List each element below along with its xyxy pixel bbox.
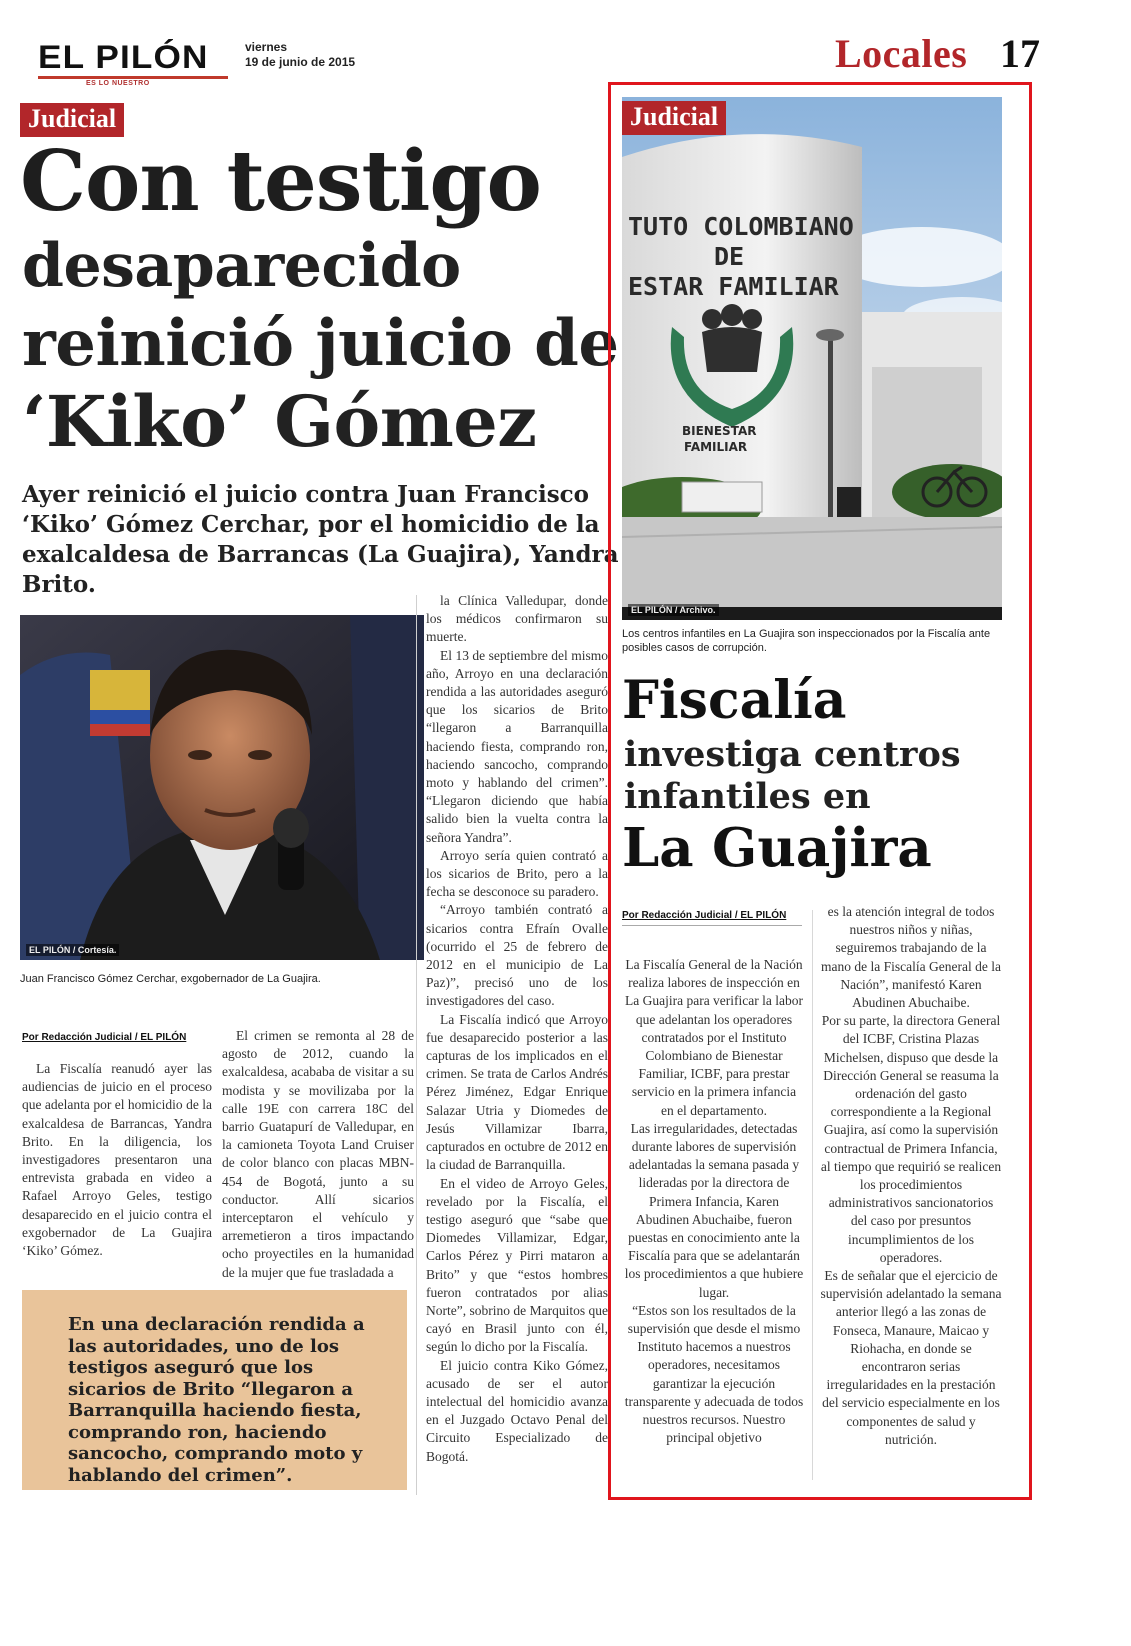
section-name: Locales bbox=[835, 31, 968, 76]
deck-left: Ayer reinició el juicio contra Juan Francisco ‘Kiko’ Gómez Cerchar, por el homicidio de la exalcaldesa de Barrancas (La Guajira), Yandra Brito. bbox=[22, 481, 619, 598]
paragraph: La Fiscalía reanudó ayer las audiencias de juicio en el proceso que adelanta por el homicidio de la exalcaldesa de Barrancas, Yandra Brito. En la diligencia, los investigadores presentaron una entrevista grabada en video a Rafael Arroyo Geles, testigo desaparecido en el juicio contra el exgobernador de La Guajira ‘Kiko’ Gómez. bbox=[22, 1061, 212, 1259]
body-column-3 bbox=[426, 592, 608, 1466]
paragraph: la Clínica Valledupar, donde los médicos confirmaron su muerte. bbox=[426, 593, 608, 645]
paragraph: Arroyo sería quien contrató a los sicarios de Brito, pero a la fecha se desconoce su paradero. bbox=[426, 847, 608, 900]
paragraph: El juicio contra Kiko Gómez, acusado de ser el autor intelectual del homicidio avanza en el Juzgado Octavo Penal del Circuito Especializado de Bogotá. bbox=[426, 1357, 608, 1464]
headline-right-line-4: La Guajira bbox=[622, 817, 932, 879]
photo-credit-right: EL PILÓN / Archivo. bbox=[628, 604, 719, 616]
byline-left: Por Redacción Judicial / EL PILÓN bbox=[22, 1032, 187, 1043]
paragraph: El crimen se remonta al 28 de agosto de 2012, cuando la exalcaldesa, acababa de visitar a su modista y se movilizaba por la calle 19E con carrera 18C del barrio Guatapurí de Valledupar, en la camioneta Toyota Land Cruiser de color blanco con placas MBN-454 de Bogotá, junto a su conductor. Allí sicarios interceptaron el vehículo y arremetieron a tiros impactando ocho proyectiles en la humanidad de la mujer que fue trasladada a bbox=[222, 1028, 414, 1280]
body-column-1 bbox=[22, 1060, 212, 1260]
page-number: 17 bbox=[1000, 31, 1040, 76]
paragraph: La Fiscalía General de la Nación realiza labores de inspección en La Guajira para verificar la labor que adelantan los operadores contratados por el Instituto Colombiano de Bienestar Familiar, ICBF, para prestar servicio en la primera infancia en el departamento. bbox=[624, 957, 804, 1118]
building-sign-line-3: ESTAR FAMILIAR bbox=[628, 272, 839, 301]
headline-left-line-4: ‘Kiko’ Gómez bbox=[22, 380, 537, 463]
weekday: viernes bbox=[245, 40, 288, 54]
building-illustration bbox=[622, 97, 1002, 620]
building-sign-line-2: DE bbox=[714, 242, 745, 271]
portrait-photo bbox=[20, 615, 424, 960]
portrait-illustration bbox=[20, 615, 424, 960]
paragraph: Las irregularidades, detectadas durante labores de supervisión adelantadas la semana pasada y lideradas por la directora de Primera Infancia, Karen Abudinen Abuchaibe, fueron puestas en conocimiento ante la Fiscalía para que se adelantarán los procedimientos a que hubiere lugar. bbox=[624, 1120, 804, 1300]
body-column-2 bbox=[222, 1027, 414, 1282]
body-column-right-2 bbox=[820, 903, 1002, 1449]
paragraph: El 13 de septiembre del mismo año, Arroyo en una declaración rendida a las autoridades aseguró que los sicarios de Brito “llegaron a Barranquilla haciendo fiesta, comprando ron, haciendo sancocho, comprando moto y hablando del crimen”. “Llegaron diciendo que había salido bien la vuelta contra la señora Yandra”. bbox=[426, 647, 608, 845]
date: 19 de junio de 2015 bbox=[245, 55, 356, 69]
logo-slogan: ES LO NUESTRO bbox=[86, 80, 150, 87]
photo-credit-left: EL PILÓN / Cortesía. bbox=[26, 944, 119, 956]
logo-text-line-1: BIENESTAR bbox=[682, 424, 757, 438]
pull-quote bbox=[22, 1290, 407, 1490]
headline-left-line-2: desaparecido bbox=[22, 231, 461, 301]
headline-right-line-2: investiga centros bbox=[624, 734, 961, 775]
pull-quote-text: En una declaración rendida a las autoridades, uno de los testigos aseguró que los sicarios de Brito “llegaron a Barranquilla haciendo fiesta, comprando ron, haciendo sancocho, comprando moto y hablando del crimen”. bbox=[68, 1314, 365, 1486]
photo-caption-right: Los centros infantiles en La Guajira son inspeccionados por la Fiscalía ante posibles casos de corrupción. bbox=[622, 628, 991, 654]
headline-left-line-1: Con testigo bbox=[20, 132, 541, 230]
column-divider-right bbox=[812, 910, 813, 1480]
photo-caption-left: Juan Francisco Gómez Cerchar, exgobernador de La Guajira. bbox=[20, 973, 321, 985]
paragraph: “Estos son los resultados de la supervisión que desde el mismo Instituto hacemos a nuestros operadores, necesitamos garantizar la ejecución transparente y adecuada de todos nuestros recursos. Nuestro principal objetivo bbox=[624, 1302, 804, 1446]
byline-right: Por Redacción Judicial / EL PILÓN bbox=[622, 910, 787, 921]
body-column-right-1 bbox=[624, 956, 804, 1447]
logo-text: EL PILÓN bbox=[38, 39, 209, 75]
section-tag-right: Judicial bbox=[622, 101, 726, 135]
dateline bbox=[245, 40, 355, 70]
paragraph: La Fiscalía indicó que Arroyo fue desaparecido posterior a las capturas de los implicados en el crimen. Se trata de Carlos Andrés Pérez Jiménez, Edgar Enrique Salazar Utria y Diomedes de Jesús Villamizar Ibarra, capturados en octubre de 2012 en la ciudad de Barranquilla. bbox=[426, 1011, 608, 1173]
masthead-logo bbox=[38, 40, 228, 88]
paragraph: “Arroyo también contrató a sicarios contra Efraín Ovalle (ocurrido el 25 de febrero de 2012 en el municipio de La Paz)”, precisó uno de los investigadores del caso. bbox=[426, 902, 608, 1009]
paragraph: Es de señalar que el ejercicio de supervisión adelantado la semana anterior llegó a las zonas de Fonseca, Manaure, Maicao y Riohacha, en donde se encontraron serias irregularidades en la prestación del servicio especialmente en los componentes de salud y nutrición. bbox=[820, 1268, 1002, 1447]
headline-left-line-3: reinició juicio de bbox=[22, 306, 619, 381]
byline-rule bbox=[622, 925, 802, 926]
paragraph: es la atención integral de todos nuestros niños y niñas, seguiremos trabajando de la mano de la Fiscalía General de la Nación”, manifestó Karen Abudinen Abuchaibe. bbox=[821, 904, 1001, 1011]
paragraph: Por su parte, la directora General del ICBF, Cristina Plazas Michelsen, dispuso que desde la Dirección General se reasuma la ordenación del gasto correspondiente a la Regional Guajira, así como la supervisión contractual de Primera Infancia, al tiempo que requirió se realicen los procedimientos administrativos sancionatorios del caso por presuntos incumplimientos de los operadores. bbox=[820, 1013, 1002, 1265]
section-tag-left: Judicial bbox=[20, 103, 124, 137]
headline-right-line-3: infantiles en bbox=[624, 776, 871, 817]
building-sign-line-1: TUTO COLOMBIANO bbox=[628, 212, 854, 241]
headline-right-line-1: Fiscalía bbox=[622, 670, 847, 731]
paragraph: En el video de Arroyo Geles, revelado por la Fiscalía, el testigo aseguró que “sabe que Diomedes Villamizar, Edgar, Carlos Pérez y Pirri mataron a Brito” y que “estos hombres fueron contratados por alias Norte”, sobrino de Marquitos que cayó en Brasil junto con él, según lo dicho por la Fiscalía. bbox=[426, 1175, 608, 1355]
column-divider bbox=[416, 595, 417, 1495]
icbf-building-photo bbox=[622, 97, 1002, 620]
logo-rule bbox=[38, 76, 228, 79]
logo-text-line-2: FAMILIAR bbox=[684, 440, 748, 454]
